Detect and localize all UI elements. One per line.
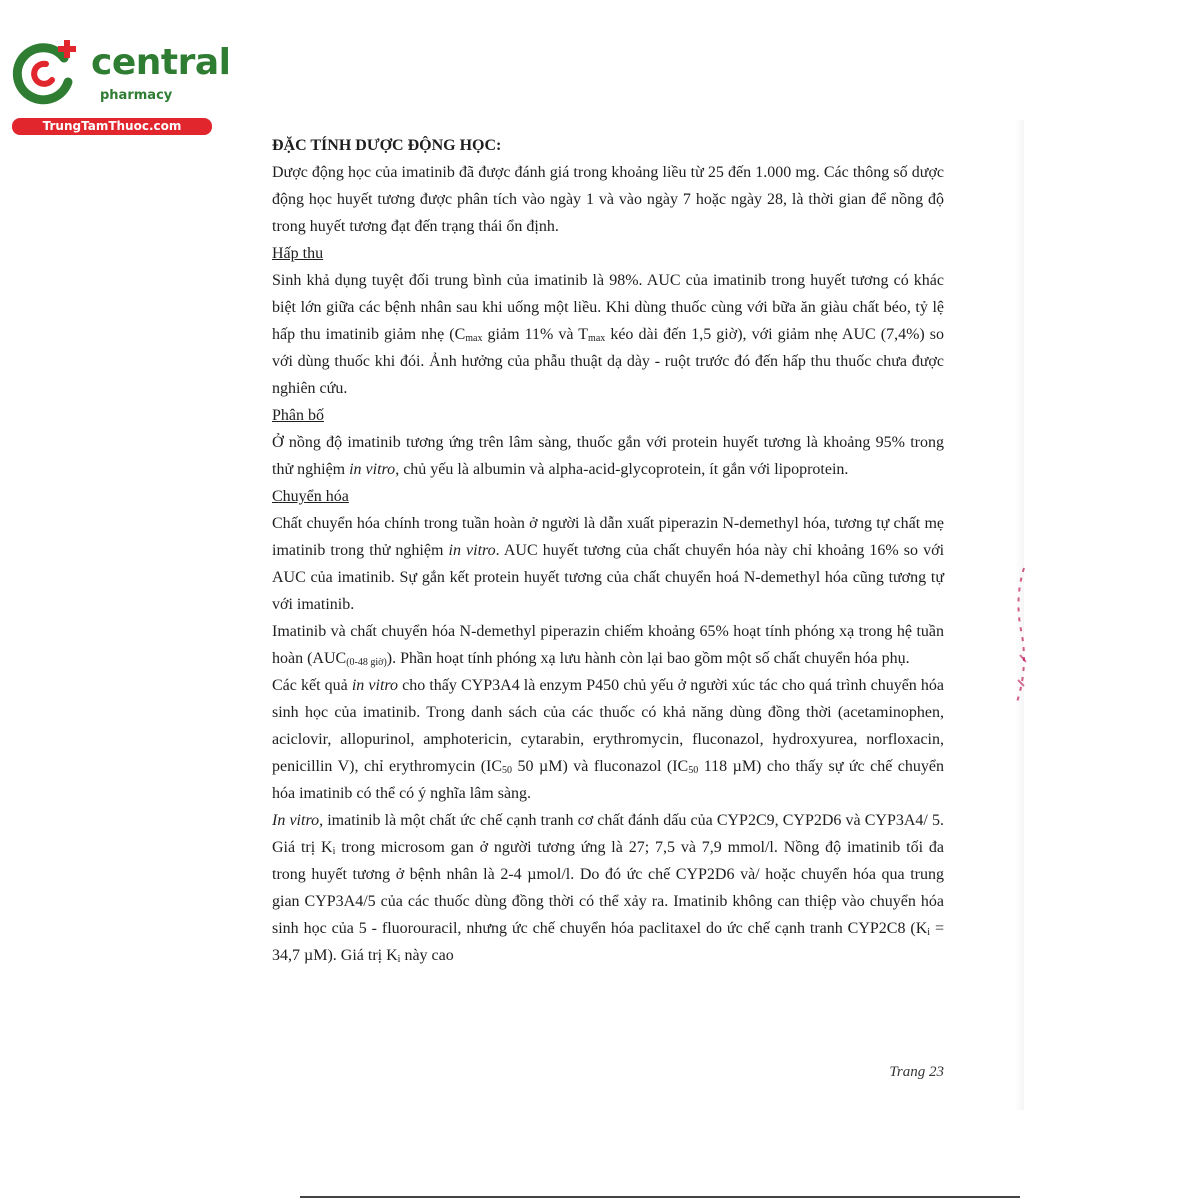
italic-text: in vitro	[349, 461, 396, 478]
text-run: Sinh khả dụng tuyệt đối trung bình của imatinib là 98%. AUC của imatinib trong huyết tương có khác biệt lớn giữa các bệnh nhân sau khi uống một liều. Khi dùng thuốc cùng với bữa ăn giàu chất béo, tỷ lệ hấp thu imatinib giảm nhẹ (C	[272, 272, 944, 343]
metabolism-paragraph-4	[272, 807, 944, 969]
distribution-title: Phân bố	[272, 407, 324, 424]
text-run: trong microsom gan ở người tương ứng là 27; 7,5 và 7,9 mmol/l. Nồng độ imatinib tối đa trong huyết tương ở bệnh nhân là 2-4 µmol/l. Do đó ức chế CYP2D6 và/ hoặc chuyển hóa qua trung gian CYP3A4/5 của các thuốc dùng đồng thời có thể xảy ra. Imatinib không can thiệp vào chuyển hóa sinh học của 5 - fluorouracil, nhưng ức chế chuyển hóa paclitaxel do ức chế cạnh tranh CYP2C8 (K	[272, 839, 944, 937]
subscript: i	[927, 927, 931, 938]
distribution-paragraph	[272, 429, 944, 483]
intro-paragraph: Dược động học của imatinib đã được đánh giá trong khoảng liều từ 25 đến 1.000 mg. Các thông số dược động học huyết tương được phân tích vào ngày 1 và vào ngày 7 hoặc ngày 28, là thời gian để nồng độ trong huyết tương đạt đến trạng thái ổn định.	[272, 164, 944, 235]
subscript: i	[397, 954, 401, 965]
document-page	[272, 132, 944, 969]
page-number: Trang 23	[889, 1064, 944, 1080]
metabolism-paragraph-2	[272, 618, 944, 672]
text-run: giảm 11% và T	[482, 326, 589, 343]
text-run: Các kết quả	[272, 677, 352, 694]
section-heading: ĐẶC TÍNH DƯỢC ĐỘNG HỌC:	[272, 137, 502, 154]
text-run: Chất chuyển hóa chính trong tuần hoàn ở người là dẫn xuất piperazin N-demethyl hóa, tương tự chất mẹ imatinib trong thử nghiệm	[272, 515, 944, 559]
text-run: này cao	[400, 947, 454, 964]
text-run: ). Phần hoạt tính phóng xạ lưu hành còn lại bao gồm một số chất chuyển hóa phụ.	[386, 650, 910, 667]
absorption-paragraph	[272, 267, 944, 402]
italic-text: In vitro,	[272, 812, 324, 829]
italic-text: in vitro	[448, 542, 496, 559]
absorption-title: Hấp thu	[272, 245, 324, 262]
logo-brand-text: central	[91, 42, 231, 83]
subscript: (0-48 giờ)	[346, 657, 387, 668]
text-run: Imatinib và chất chuyển hóa N-demethyl piperazin chiếm khoảng 65% hoạt tính phóng xạ trong hệ tuần hoàn (AUC	[272, 623, 944, 667]
text-run: cho thấy CYP3A4 là enzym P450 chủ yếu ở người xúc tác cho quá trình chuyển hóa sinh học của imatinib. Trong danh sách của các thuốc có khả năng dùng đồng thời (acetaminophen, aciclovir, allopurinol, amphotericin, cytarabin, erythromycin, fluconazol, hydroxyurea, norfloxacin, penicillin V), chỉ erythromycin (IC	[272, 677, 945, 775]
text-run: = 34,7 µM). Giá trị K	[272, 920, 945, 964]
logo-sub-text: pharmacy	[100, 88, 173, 103]
text-run: Ở nồng độ imatinib tương ứng trên lâm sàng, thuốc gắn với protein huyết tương là khoảng 95% trong thử nghiệm	[272, 434, 944, 478]
central-pharmacy-logo-icon	[12, 38, 82, 108]
text-run: . AUC huyết tương của chất chuyển hóa này chỉ khoảng 16% so với AUC của imatinib. Sự gắn kết protein huyết tương của chất chuyển hoá N-demethyl hóa cũng tương tự với imatinib.	[272, 542, 945, 613]
subscript: i	[332, 846, 336, 857]
metabolism-paragraph-1	[272, 510, 944, 618]
subscript: max	[465, 333, 483, 344]
metabolism-paragraph-3	[272, 672, 944, 807]
italic-text: in vitro	[351, 677, 399, 694]
scan-edge-shadow	[1014, 120, 1024, 1110]
subscript: 50	[502, 765, 513, 776]
text-run: , chủ yếu là albumin và alpha-acid-glycoprotein, ít gắn với lipoprotein.	[395, 461, 849, 478]
central-pharmacy-logo[interactable]	[8, 38, 231, 138]
text-run: imatinib là một chất ức chế cạnh tranh cơ chất đánh dấu của CYP2C9, CYP2D6 và CYP3A4/ 5. Giá trị K	[272, 812, 944, 856]
text-run: 118 µM) cho thấy sự ức chế chuyển hóa imatinib có thể có ý nghĩa lâm sàng.	[272, 758, 945, 802]
subscript: max	[588, 333, 606, 344]
logo-banner[interactable]: TrungTamThuoc.com	[12, 118, 212, 135]
text-run: 50 µM) và fluconazol (IC	[512, 758, 689, 775]
text-run: kéo dài đến 1,5 giờ), với giảm nhẹ AUC (7,4%) so với dùng thuốc khi đói. Ảnh hưởng của phẫu thuật dạ dày - ruột trước đó đến hấp thu thuốc chưa được nghiên cứu.	[272, 326, 945, 397]
metabolism-title: Chuyển hóa	[272, 488, 349, 505]
subscript: 50	[688, 765, 699, 776]
scan-bottom-edge	[300, 1196, 1020, 1198]
